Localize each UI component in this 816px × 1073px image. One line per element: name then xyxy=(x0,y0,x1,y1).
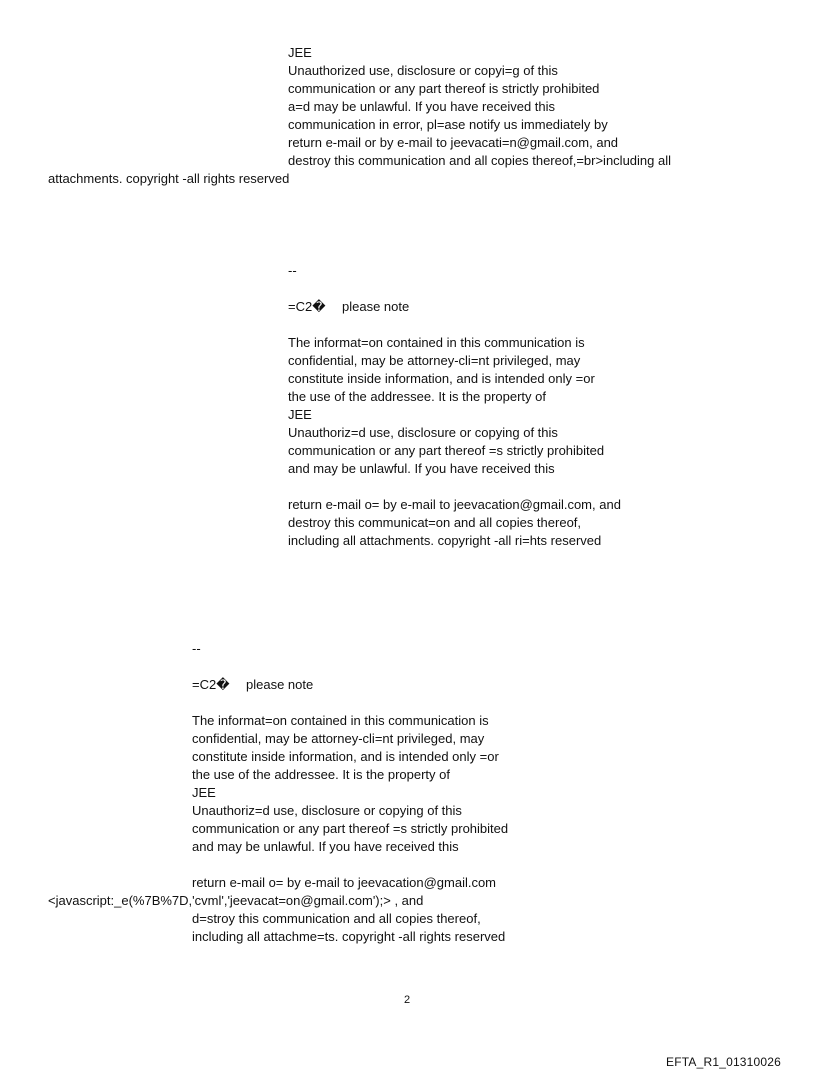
block3-para1-line-5: JEE xyxy=(192,785,216,800)
block1-line-6: return e-mail or by e-mail to jeevacati=n@gmail.com, and xyxy=(288,135,619,150)
block3-para2-line-4: including all attachme=ts. copyright -all rights reserved xyxy=(192,929,506,944)
block3-para1-line-4: the use of the addressee. It is the property of xyxy=(192,767,450,782)
block2-para1-line-6: Unauthoriz=d use, disclosure or copying of this xyxy=(288,425,558,440)
block2-para1-line-5: JEE xyxy=(288,407,312,422)
document-id: EFTA_R1_01310026 xyxy=(666,1055,782,1069)
block1-line-1: JEE xyxy=(288,45,312,60)
block3-note xyxy=(192,676,313,694)
block3-para1-line-8: and may be unlawful. If you have received this xyxy=(192,839,459,854)
block2-para2-line-3: including all attachments. copyright -all ri=hts reserved xyxy=(288,533,602,548)
block1-line-4: a=d may be unlawful. If you have received this xyxy=(288,99,556,114)
block2-para1-line-3: constitute inside information, and is intended only =or xyxy=(288,371,595,386)
block3-note-prefix: =C2� xyxy=(192,677,230,692)
block3-para2-line-1: return e-mail o= by e-mail to jeevacation@gmail.com xyxy=(192,875,497,890)
block3-note-text: please note xyxy=(246,677,314,692)
page-number: 2 xyxy=(404,994,411,1006)
block1-line-2: Unauthorized use, disclosure or copyi=g of this xyxy=(288,63,558,78)
block1-wrap-line: attachments. copyright -all rights reserved xyxy=(48,171,290,186)
block2-para2-line-2: destroy this communicat=on and all copies thereof, xyxy=(288,515,582,530)
block2-para1-line-8: and may be unlawful. If you have received this xyxy=(288,461,555,476)
block1-line-5: communication in error, pl=ase notify us immediately by xyxy=(288,117,608,132)
block2-para2-line-1: return e-mail o= by e-mail to jeevacation@gmail.com, and xyxy=(288,497,621,512)
block2-para1-line-2: confidential, may be attorney-cli=nt privileged, may xyxy=(288,353,581,368)
block2-para1-line-4: the use of the addressee. It is the property of xyxy=(288,389,546,404)
block3-para2-line-3: d=stroy this communication and all copies thereof, xyxy=(192,911,481,926)
block2-separator: -- xyxy=(288,263,297,278)
block2-note-prefix: =C2� xyxy=(288,299,326,314)
block3-para1-line-2: confidential, may be attorney-cli=nt privileged, may xyxy=(192,731,485,746)
block1-line-3: communication or any part thereof is strictly prohibited xyxy=(288,81,600,96)
block3-separator: -- xyxy=(192,641,201,656)
block3-para1-line-6: Unauthoriz=d use, disclosure or copying of this xyxy=(192,803,462,818)
block2-para1-line-7: communication or any part thereof =s strictly prohibited xyxy=(288,443,605,458)
block3-para1-line-3: constitute inside information, and is intended only =or xyxy=(192,749,499,764)
block2-para1-line-1: The informat=on contained in this communication is xyxy=(288,335,585,350)
block3-para1-line-7: communication or any part thereof =s strictly prohibited xyxy=(192,821,509,836)
block3-para2-wrap-line: <javascript:_e(%7B%7D,'cvml','jeevacat=on@gmail.com');> , and xyxy=(48,893,424,908)
block1-line-7: destroy this communication and all copies thereof,=br>including all xyxy=(288,153,671,168)
block3-para1-line-1: The informat=on contained in this communication is xyxy=(192,713,489,728)
block2-note-text: please note xyxy=(342,299,410,314)
block2-note xyxy=(288,298,409,316)
